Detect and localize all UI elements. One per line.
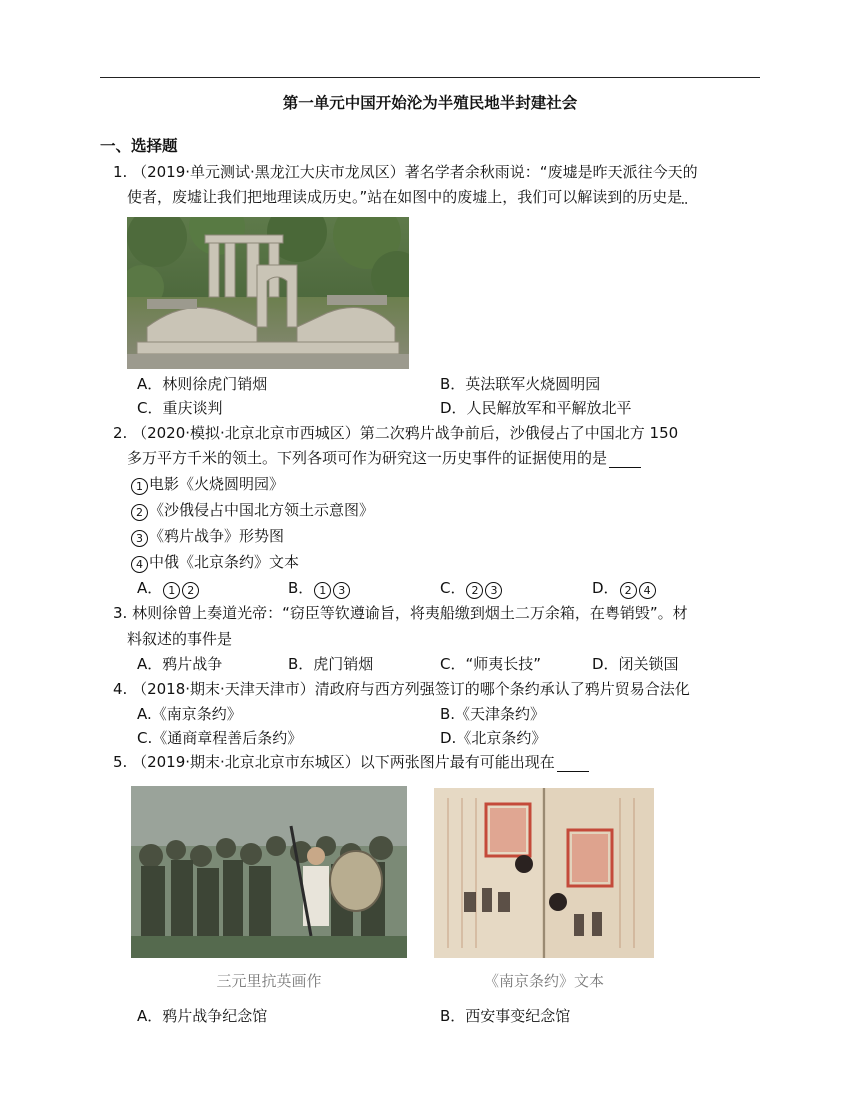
q4-option-d[interactable]: D.《北京条约》 — [440, 729, 547, 747]
q3-option-d[interactable]: D．闭关锁国 — [592, 655, 679, 673]
q1-stem-line1: 1. （2019·单元测试·黑龙江大庆市龙凤区）著名学者余秋雨说：“废墟是昨天派往今天的 — [113, 163, 698, 181]
q4-stem-line1: 4. （2018·期末·天津天津市）清政府与西方列强签订的哪个条约承认了鸦片贸易合法化 — [113, 680, 690, 698]
q3-option-c[interactable]: C．“师夷长技” — [440, 655, 542, 673]
q1-option-b[interactable]: B．英法联军火烧圆明园 — [440, 375, 601, 393]
q2-item-2: 2 《沙俄侵占中国北方领土示意图》 — [130, 500, 374, 521]
q3-stem-line2: 料叙述的事件是 — [127, 630, 233, 648]
q5-stem-line1: 5. （2019·期末·北京北京市东城区）以下两张图片最有可能出现在 — [113, 752, 589, 772]
sanyuanli-painting — [131, 786, 407, 958]
q4-option-a[interactable]: A.《南京条约》 — [137, 705, 242, 723]
q4-option-c[interactable]: C.《通商章程善后条约》 — [137, 729, 303, 747]
q2-option-b[interactable]: B． 1 3 — [288, 578, 351, 599]
q3-option-a[interactable]: A．鸦片战争 — [137, 655, 223, 673]
q2-stem-line2: 多万平方千米的领土。下列各项可作为研究这一历史事件的证据使用的是 — [127, 448, 641, 468]
header-rule — [100, 77, 760, 78]
q1-stem-line2: 使者，废墟让我们把地理读成历史。”站在如图中的废墟上，我们可以解读到的历史是 — [127, 188, 683, 206]
q3-option-b[interactable]: B．虎门销烟 — [288, 655, 374, 673]
q2-item-3: 3 《鸦片战争》形势图 — [130, 526, 284, 547]
q2-option-a[interactable]: A． 1 2 — [137, 578, 200, 599]
q5-option-b[interactable]: B．西安事变纪念馆 — [440, 1007, 571, 1025]
q2-item-4: 4 中俄《北京条约》文本 — [130, 552, 299, 573]
section-heading: 一、选择题 — [100, 137, 178, 155]
sanyuanli-caption: 三元里抗英画作 — [216, 972, 322, 990]
ruins-photo — [127, 217, 409, 369]
q2-item-1: 1 电影《火烧圆明园》 — [130, 474, 284, 495]
q3-stem-line1: 3. 林则徐曾上奏道光帝：“窃臣等钦遵谕旨，将夷船缴到烟土二万余箱，在粤销毁”。材 — [113, 604, 688, 622]
nanjing-treaty-caption: 《南京条约》文本 — [483, 972, 604, 990]
q4-option-b[interactable]: B.《天津条约》 — [440, 705, 546, 723]
nanjing-treaty-photo — [434, 788, 654, 958]
q1-option-a[interactable]: A．林则徐虎门销烟 — [137, 375, 268, 393]
q2-stem-line1: 2. （2020·模拟·北京北京市西城区）第二次鸦片战争前后，沙俄侵占了中国北方 150 — [113, 424, 679, 442]
q2-option-d[interactable]: D． 2 4 — [592, 578, 657, 599]
q5-option-a[interactable]: A．鸦片战争纪念馆 — [137, 1007, 268, 1025]
q2-option-c[interactable]: C． 2 3 — [440, 578, 503, 599]
page-title: 第一单元中国开始沦为半殖民地半封建社会 — [282, 94, 578, 112]
q1-option-d[interactable]: D．人民解放军和平解放北平 — [440, 399, 632, 417]
q1-option-c[interactable]: C．重庆谈判 — [137, 399, 223, 417]
